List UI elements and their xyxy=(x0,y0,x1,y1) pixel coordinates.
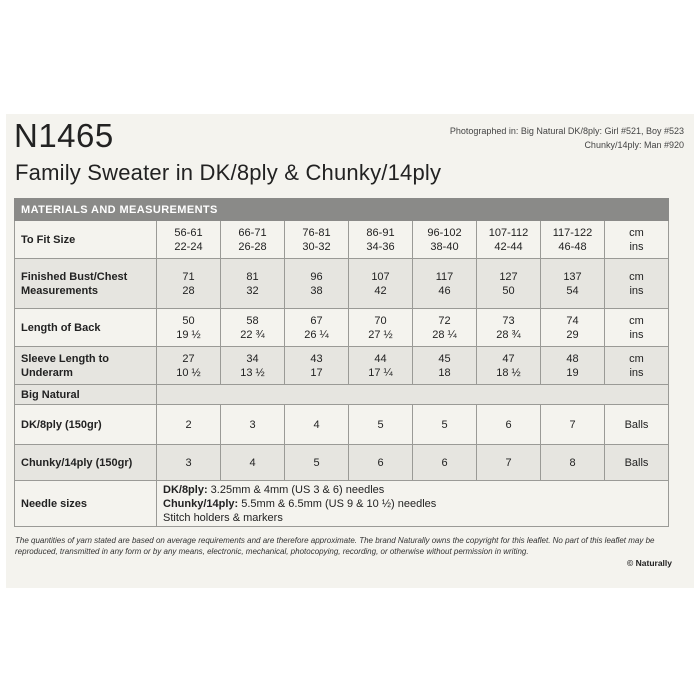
table-cell: 6 xyxy=(413,445,477,481)
table-row xyxy=(15,385,669,405)
materials-table xyxy=(14,198,669,527)
table-row xyxy=(15,221,669,259)
photographed-note xyxy=(450,124,684,152)
table-cell: 67 26 ¼ xyxy=(285,309,349,347)
table-cell: 4 xyxy=(285,405,349,445)
table-cell: 5 xyxy=(349,405,413,445)
table-cell: 127 50 xyxy=(477,259,541,309)
table-cell: 34 13 ½ xyxy=(221,347,285,385)
table-cell: 76-81 30-32 xyxy=(285,221,349,259)
table-cell: 117-122 46-48 xyxy=(541,221,605,259)
table-cell: 50 19 ½ xyxy=(157,309,221,347)
copyright-mark: © Naturally xyxy=(627,558,672,568)
table-cell: 86-91 34-36 xyxy=(349,221,413,259)
table-row xyxy=(15,405,669,445)
row-label: To Fit Size xyxy=(15,221,157,259)
table-cell: 5 xyxy=(413,405,477,445)
pattern-title: Family Sweater in DK/8ply & Chunky/14ply xyxy=(15,160,442,185)
table-cell: 45 18 xyxy=(413,347,477,385)
unit-cell: Balls xyxy=(605,445,669,481)
table-cell: 3 xyxy=(221,405,285,445)
table-cell: 96 38 xyxy=(285,259,349,309)
table-cell: 107 42 xyxy=(349,259,413,309)
table-cell: 5 xyxy=(285,445,349,481)
unit-cell: cm ins xyxy=(605,309,669,347)
table-cell: 6 xyxy=(349,445,413,481)
table-cell: 58 22 ¾ xyxy=(221,309,285,347)
table-cell: 27 10 ½ xyxy=(157,347,221,385)
table-cell: 6 xyxy=(477,405,541,445)
table-cell: 66-71 26-28 xyxy=(221,221,285,259)
photographed-line-1: Photographed in: Big Natural DK/8ply: Girl #521, Boy #523 xyxy=(449,126,684,136)
table-cell xyxy=(157,385,669,405)
table-cell: 8 xyxy=(541,445,605,481)
row-label: DK/8ply (150gr) xyxy=(15,405,157,445)
table-cell: 117 46 xyxy=(413,259,477,309)
copyright-disclaimer: The quantities of yarn stated are based on average requirements and are therefore approximate. The brand Naturally owns the copyright for this leaflet. No part of this leaflet may be reproduced, transmitted in any form or by any means, electronic, mechanical, photocopying, recording, or otherwise without permission in writing. xyxy=(15,536,655,556)
row-label: Big Natural xyxy=(15,385,157,405)
table-cell: 56-61 22-24 xyxy=(157,221,221,259)
table-cell: 70 27 ½ xyxy=(349,309,413,347)
table-cell: 48 19 xyxy=(541,347,605,385)
table-cell: 2 xyxy=(157,405,221,445)
unit-cell: cm ins xyxy=(605,347,669,385)
table-row xyxy=(15,259,669,309)
unit-cell: cm ins xyxy=(605,259,669,309)
table-cell: 74 29 xyxy=(541,309,605,347)
table-cell: 107-112 42-44 xyxy=(477,221,541,259)
table-cell: 73 28 ¾ xyxy=(477,309,541,347)
table-cell: 96-102 38-40 xyxy=(413,221,477,259)
table-cell: 3 xyxy=(157,445,221,481)
table-cell: 81 32 xyxy=(221,259,285,309)
table-cell: 71 28 xyxy=(157,259,221,309)
row-label: Needle sizes xyxy=(15,481,157,527)
table-cell: 7 xyxy=(477,445,541,481)
needle-details: DK/8ply: 3.25mm & 4mm (US 3 & 6) needles Chunky/14ply: 5.5mm & 6.5mm (US 9 & 10 ½) needles Stitch holders & markers xyxy=(157,481,669,527)
table-cell: 4 xyxy=(221,445,285,481)
pattern-code: N1465 xyxy=(14,117,114,154)
table-band xyxy=(15,199,669,221)
table-row xyxy=(15,347,669,385)
row-label: Chunky/14ply (150gr) xyxy=(15,445,157,481)
row-label: Finished Bust/Chest Measurements xyxy=(15,259,157,309)
table-cell: 7 xyxy=(541,405,605,445)
table-row xyxy=(15,481,669,527)
table-cell: 44 17 ¼ xyxy=(349,347,413,385)
row-label: Sleeve Length to Underarm xyxy=(15,347,157,385)
row-label: Length of Back xyxy=(15,309,157,347)
unit-cell: Balls xyxy=(605,405,669,445)
section-title: MATERIALS AND MEASUREMENTS xyxy=(15,199,669,221)
table-cell: 43 17 xyxy=(285,347,349,385)
table-cell: 72 28 ¼ xyxy=(413,309,477,347)
table-row xyxy=(15,445,669,481)
photographed-line-2: Chunky/14ply: Man #920 xyxy=(584,140,684,150)
unit-cell: cm ins xyxy=(605,221,669,259)
table-cell: 47 18 ½ xyxy=(477,347,541,385)
table-cell: 137 54 xyxy=(541,259,605,309)
table-row xyxy=(15,309,669,347)
